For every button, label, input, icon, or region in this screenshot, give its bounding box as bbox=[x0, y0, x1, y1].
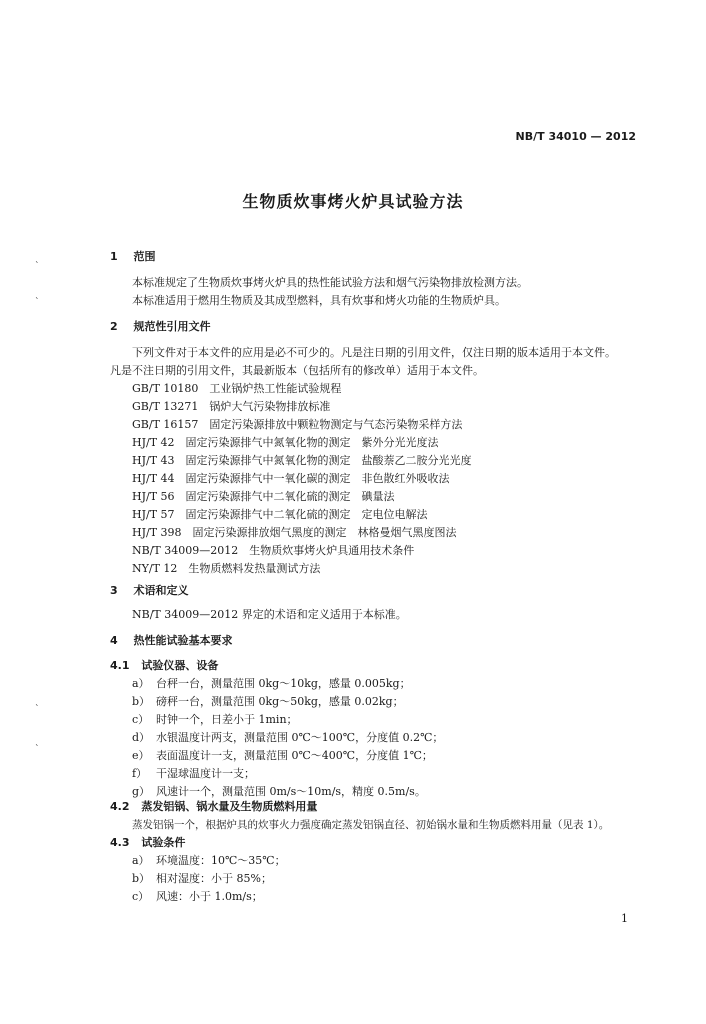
section-1-heading bbox=[110, 250, 156, 264]
list-text: 相对湿度：小于 85%； bbox=[156, 872, 272, 885]
list-text: 表面温度计一支，测量范围 0℃～400℃，分度值 1℃； bbox=[156, 749, 433, 762]
list-label: a） bbox=[132, 854, 150, 867]
list-text: 风速：小于 1.0m/s； bbox=[156, 890, 263, 903]
reference-item: HJ/T 44 固定污染源排气中一氧化碳的测定 非色散红外吸收法 bbox=[132, 472, 450, 485]
list-text: 磅秤一台，测量范围 0kg～50kg，感量 0.02kg； bbox=[156, 695, 404, 708]
list-item bbox=[132, 713, 298, 727]
list-text: 水银温度计两支，测量范围 0℃～100℃，分度值 0.2℃； bbox=[156, 731, 444, 744]
list-label: c） bbox=[132, 890, 150, 903]
paragraph: 本标准规定了生物质炊事烤火炉具的热性能试验方法和烟气污染物排放检测方法。 bbox=[132, 276, 528, 289]
document-title: 生物质炊事烤火炉具试验方法 bbox=[242, 192, 464, 211]
list-text: 风速计一个，测量范围 0m/s～10m/s，精度 0.5m/s。 bbox=[156, 785, 426, 798]
section-2-heading bbox=[110, 320, 211, 334]
list-item bbox=[132, 695, 404, 709]
section-number: 4 bbox=[110, 634, 118, 647]
scan-mark: ˋ bbox=[35, 262, 40, 272]
list-item bbox=[132, 785, 426, 799]
reference-item: GB/T 13271 锅炉大气污染物排放标准 bbox=[132, 400, 331, 413]
subsection-4-3-heading bbox=[110, 836, 185, 850]
subsection-title: 试验仪器、设备 bbox=[141, 659, 219, 672]
reference-item: HJ/T 398 固定污染源排放烟气黑度的测定 林格曼烟气黑度图法 bbox=[132, 526, 457, 539]
list-label: g） bbox=[132, 785, 151, 798]
list-item bbox=[132, 677, 411, 691]
section-title: 热性能试验基本要求 bbox=[133, 634, 233, 647]
list-label: a） bbox=[132, 677, 150, 690]
reference-item: HJ/T 43 固定污染源排气中氮氧化物的测定 盐酸萘乙二胺分光光度 bbox=[132, 454, 472, 467]
reference-item: NB/T 34009—2012 生物质炊事烤火炉具通用技术条件 bbox=[132, 544, 415, 557]
list-item bbox=[132, 872, 272, 886]
section-number: 3 bbox=[110, 584, 118, 597]
reference-item: HJ/T 56 固定污染源排气中二氧化硫的测定 碘量法 bbox=[132, 490, 395, 503]
list-text: 环境温度：10℃～35℃； bbox=[156, 854, 286, 867]
scan-mark: ˋ bbox=[35, 745, 40, 755]
list-label: b） bbox=[132, 872, 151, 885]
section-title: 范围 bbox=[133, 250, 156, 263]
scan-mark: ˋ bbox=[35, 298, 40, 308]
reference-item: HJ/T 42 固定污染源排气中氮氧化物的测定 紫外分光光度法 bbox=[132, 436, 439, 449]
page-number: 1 bbox=[621, 912, 628, 925]
list-label: b） bbox=[132, 695, 151, 708]
reference-item: NY/T 12 生物质燃料发热量测试方法 bbox=[132, 562, 321, 575]
subsection-number: 4.2 bbox=[110, 800, 130, 813]
list-label: e） bbox=[132, 749, 150, 762]
list-label: d） bbox=[132, 731, 151, 744]
subsection-4-1-heading bbox=[110, 659, 218, 673]
paragraph: 下列文件对于本文件的应用是必不可少的。凡是注日期的引用文件，仅注日期的版本适用于本文件。 bbox=[132, 346, 616, 359]
reference-item: GB/T 10180 工业锅炉热工性能试验规程 bbox=[132, 382, 342, 395]
paragraph: NB/T 34009—2012 界定的术语和定义适用于本标准。 bbox=[132, 608, 407, 621]
section-number: 2 bbox=[110, 320, 118, 333]
paragraph: 凡是不注日期的引用文件，其最新版本（包括所有的修改单）适用于本文件。 bbox=[110, 364, 484, 377]
paragraph: 蒸发铝锅一个，根据炉具的炊事火力强度确定蒸发铝锅直径、初始锅水量和生物质燃料用量（见表 1）。 bbox=[132, 819, 610, 831]
subsection-title: 试验条件 bbox=[141, 836, 186, 849]
list-item bbox=[132, 749, 433, 763]
section-3-heading bbox=[110, 584, 189, 598]
list-item bbox=[132, 854, 286, 868]
section-4-heading bbox=[110, 634, 233, 648]
standard-code: NB/T 34010 — 2012 bbox=[515, 130, 636, 143]
section-number: 1 bbox=[110, 250, 118, 263]
paragraph: 本标准适用于燃用生物质及其成型燃料，具有炊事和烤火功能的生物质炉具。 bbox=[132, 294, 506, 307]
list-item bbox=[132, 890, 263, 904]
subsection-number: 4.3 bbox=[110, 836, 130, 849]
section-title: 术语和定义 bbox=[133, 584, 189, 597]
list-label: c） bbox=[132, 713, 150, 726]
reference-item: GB/T 16157 固定污染源排放中颗粒物测定与气态污染物采样方法 bbox=[132, 418, 463, 431]
list-text: 干湿球温度计一支； bbox=[156, 767, 255, 780]
list-item bbox=[132, 731, 443, 745]
subsection-title: 蒸发铝锅、锅水量及生物质燃料用量 bbox=[141, 800, 318, 813]
list-text: 台秤一台，测量范围 0kg～10kg，感量 0.005kg； bbox=[156, 677, 411, 690]
section-title: 规范性引用文件 bbox=[133, 320, 211, 333]
subsection-4-2-heading bbox=[110, 800, 317, 814]
list-label: f） bbox=[132, 767, 148, 780]
reference-item: HJ/T 57 固定污染源排气中二氧化硫的测定 定电位电解法 bbox=[132, 508, 428, 521]
list-item bbox=[132, 767, 255, 781]
list-text: 时钟一个，日差小于 1min； bbox=[156, 713, 298, 726]
subsection-number: 4.1 bbox=[110, 659, 130, 672]
scan-mark: ˋ bbox=[35, 705, 40, 715]
